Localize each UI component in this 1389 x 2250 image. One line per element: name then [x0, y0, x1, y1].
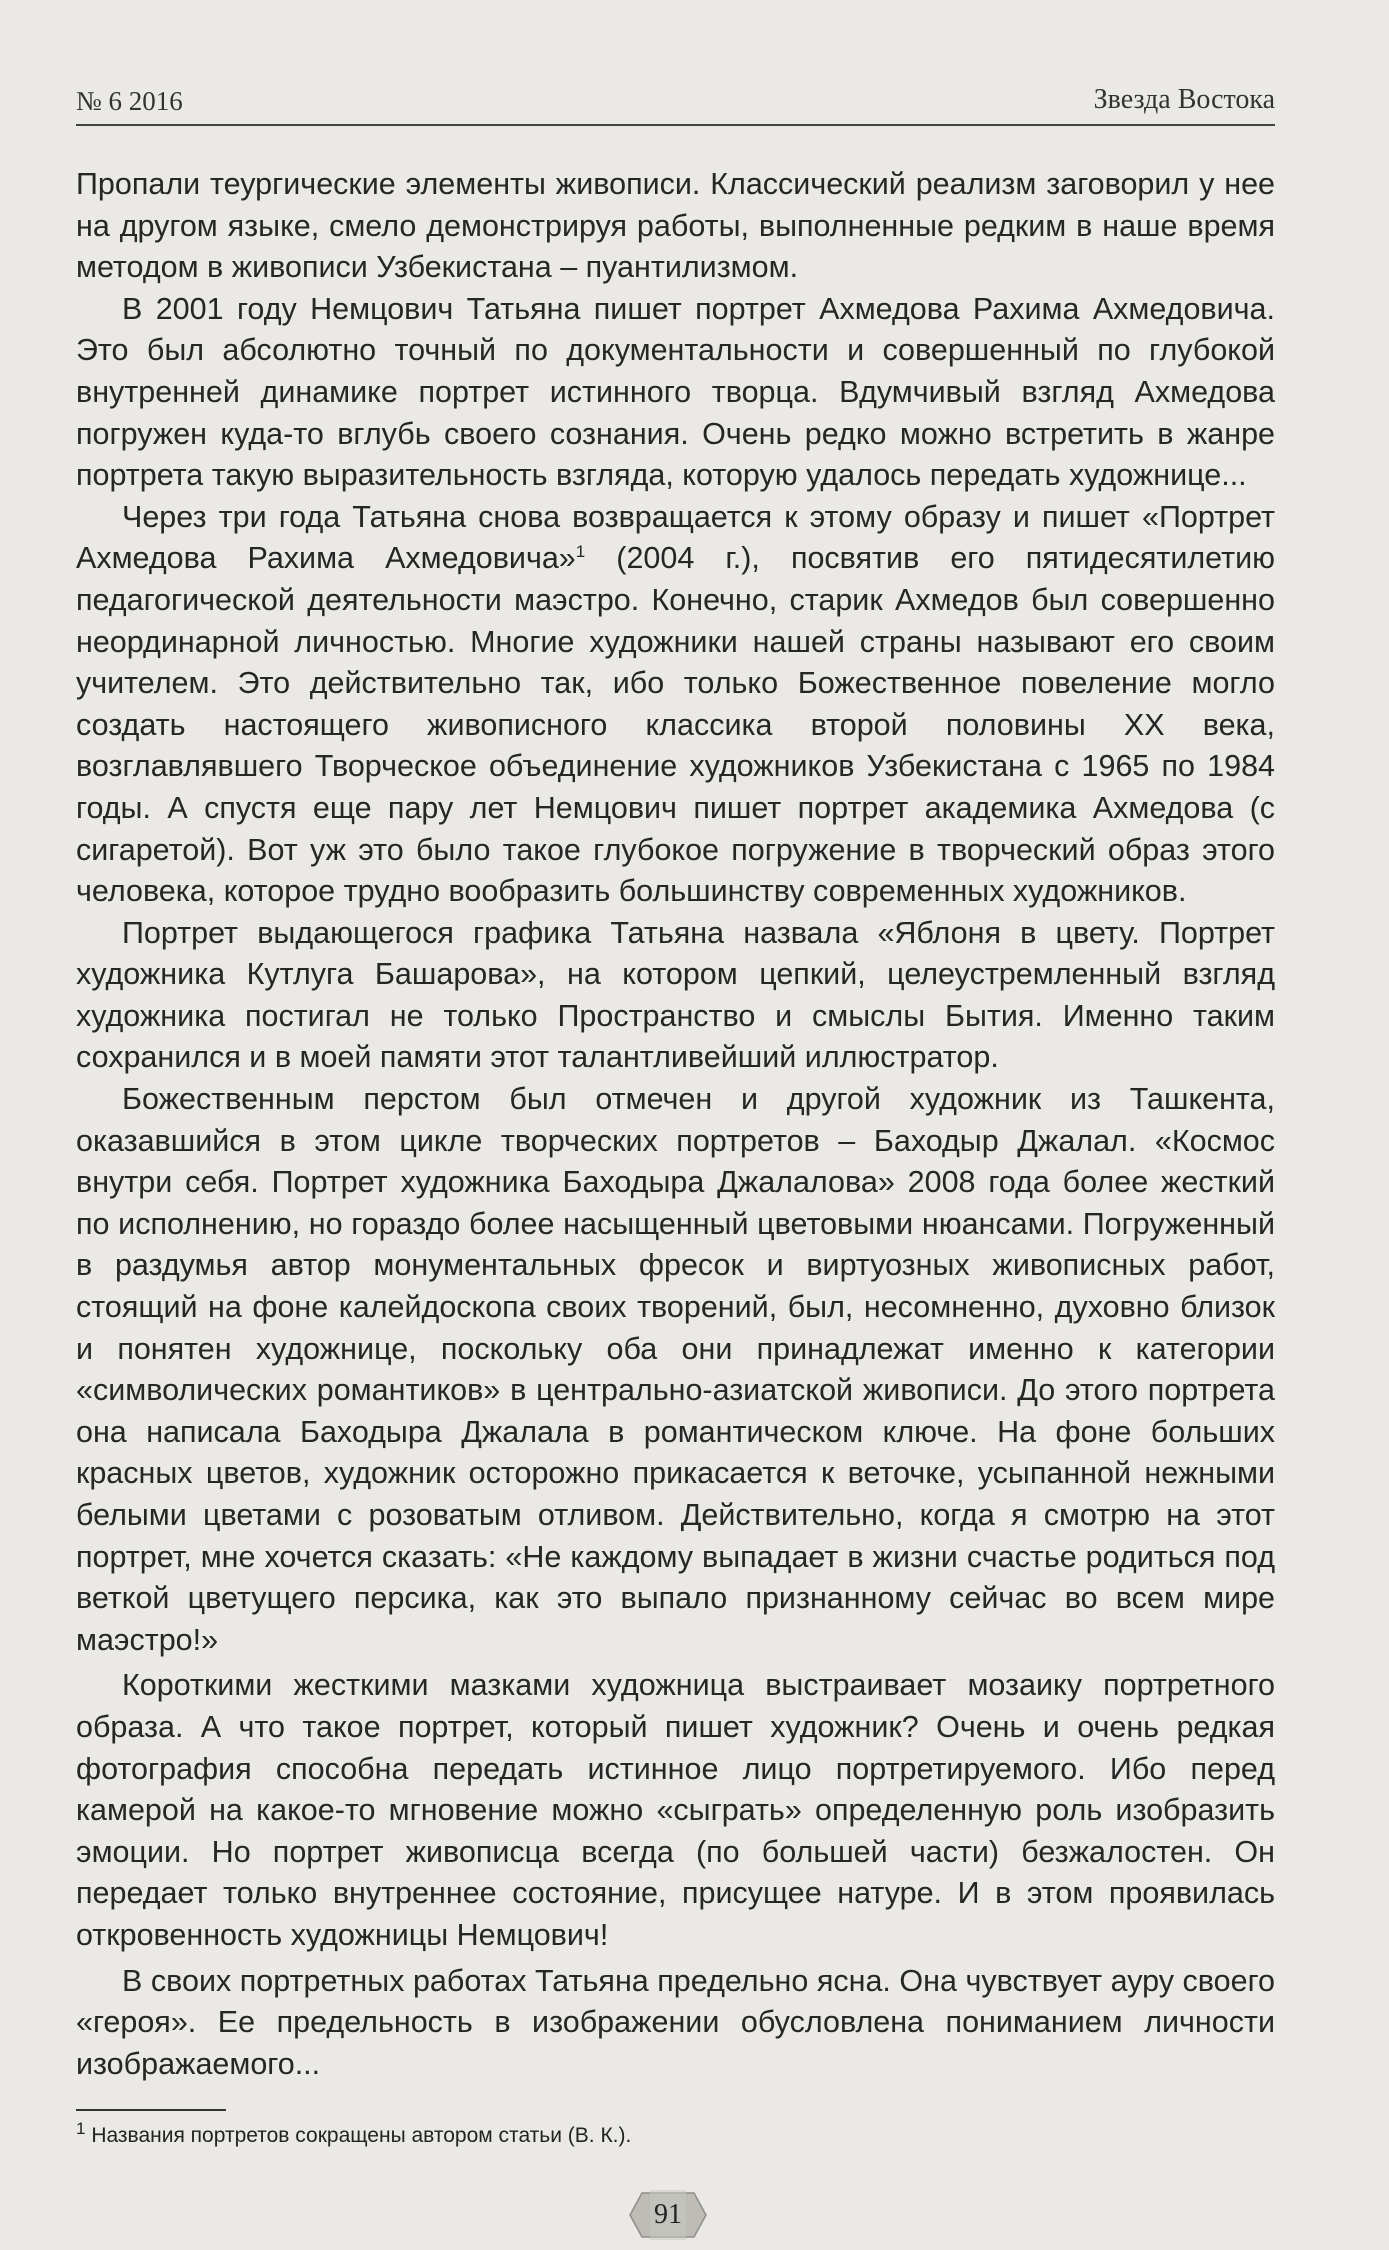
paragraph: [76, 497, 1275, 913]
paragraph: В своих портретных работах Татьяна предельно ясна. Она чувствует ауру своего «героя». Ее предельность в изображении обусловлена пониманием личности изображаемого...: [76, 1963, 1275, 2081]
page-number-badge: [628, 2187, 708, 2243]
footnote-text: Названия портретов сокращены автором статьи (В. К.).: [91, 2124, 632, 2147]
journal-title: Звезда Востока: [1093, 84, 1275, 115]
paragraph: Короткими жесткими мазками художница выстраивает мозаику портретного образа. А что такое портрет, который пишет художник? Очень и очень редкая фотография способна передать истинное лицо портретируемого. Ибо перед камерой на какое-то мгновение можно «сыграть» определенную роль изобразить эмоции. Но портрет живописца всегда (по большей части) безжалостен. Он передает только внутреннее состояние, присущее натуре. И в этом проявилась откровенность художницы Немцович!: [76, 1668, 1275, 1952]
footnote-reference: 1: [575, 542, 586, 562]
issue-number: № 6 2016: [76, 86, 183, 116]
footnote-divider: [76, 2109, 226, 2111]
paragraph: Божественным перстом был отмечен и другой художник из Ташкента, оказавшийся в этом цикле творческих портретов – Баходыр Джалал. «Космос внутри себя. Портрет художника Баходыра Джалалова» 2008 года более жесткий по исполнению, но гораздо более насыщенный цветовыми нюансами. Погруженный в раздумья автор монументальных фресок и виртуозных живописных работ, стоящий на фоне калейдоскопа своих творений, был, несомненно, духовно близок и понятен художнице, поскольку оба они принадлежат именно к категории «символических романтиков» в центрально-азиатской живописи. До этого портрета она написала Баходыра Джалала в романтическом ключе. На фоне больших красных цветов, художник осторожно прикасается к веточке, усыпанной нежными белыми цветами с розоватым отливом. Действительно, когда я смотрю на этот портрет, мне хочется сказать: «Не каждому выпадает в жизни счастье родиться под веткой цветущего персика, как это выпало признанному сейчас во всем мире маэстро!»: [76, 1082, 1275, 1657]
paragraph-text: (2004 г.), посвятив его пятидесятилетию педагогической деятельности маэстро. Конечно, старик Ахмедов был совершенно неординарной личностью. Многие художники нашей страны называют его своим учителем. Это действительно так, ибо только Божественное повеление могло создать настоящего живописного классика второй половины XX века, возглавлявшего Творческое объединение художников Узбекистана с 1965 по 1984 годы. А спустя еще пару лет Немцович пишет портрет академика Ахмедова (с сигаретой). Вот уж это было такое глубокое погружение в творческий образ этого человека, которое трудно вообразить большинству современных художников.: [76, 541, 1275, 909]
paragraph: Пропали теургические элементы живописи. Классический реализм заговорил у нее на другом языке, смело демонстрируя работы, выполненные редким в наше время методом в живописи Узбекистана – пуантилизмом.: [76, 167, 1275, 285]
page-number: 91: [654, 2199, 682, 2230]
running-header: [76, 82, 1275, 126]
paragraph-text: Через три года Татьяна снова возвращается к этому образу и пишет «Портрет Ахмедова Рахима Ахмедовича»: [76, 499, 1275, 576]
article-body: [76, 164, 1275, 2085]
paragraph: Портрет выдающегося графика Татьяна назвала «Яблоня в цвету. Портрет художника Кутлуга Башарова», на котором цепкий, целеустремленный взгляд художника постигал не только Пространство и смыслы Бытия. Именно таким сохранился и в моей памяти этот талантливейший иллюстратор.: [76, 915, 1275, 1075]
footnote: [76, 2119, 1275, 2148]
paragraph: В 2001 году Немцович Татьяна пишет портрет Ахмедова Рахима Ахмедовича. Это был абсолютно точный по документальности и совершенный по глубокой внутренней динамике портрет истинного творца. Вдумчивый взгляд Ахмедова погружен куда-то вглубь своего сознания. Очень редко можно встретить в жанре портрета такую выразительность взгляда, которую удалось передать художнице...: [76, 291, 1275, 493]
footnote-mark: 1: [76, 2119, 86, 2138]
